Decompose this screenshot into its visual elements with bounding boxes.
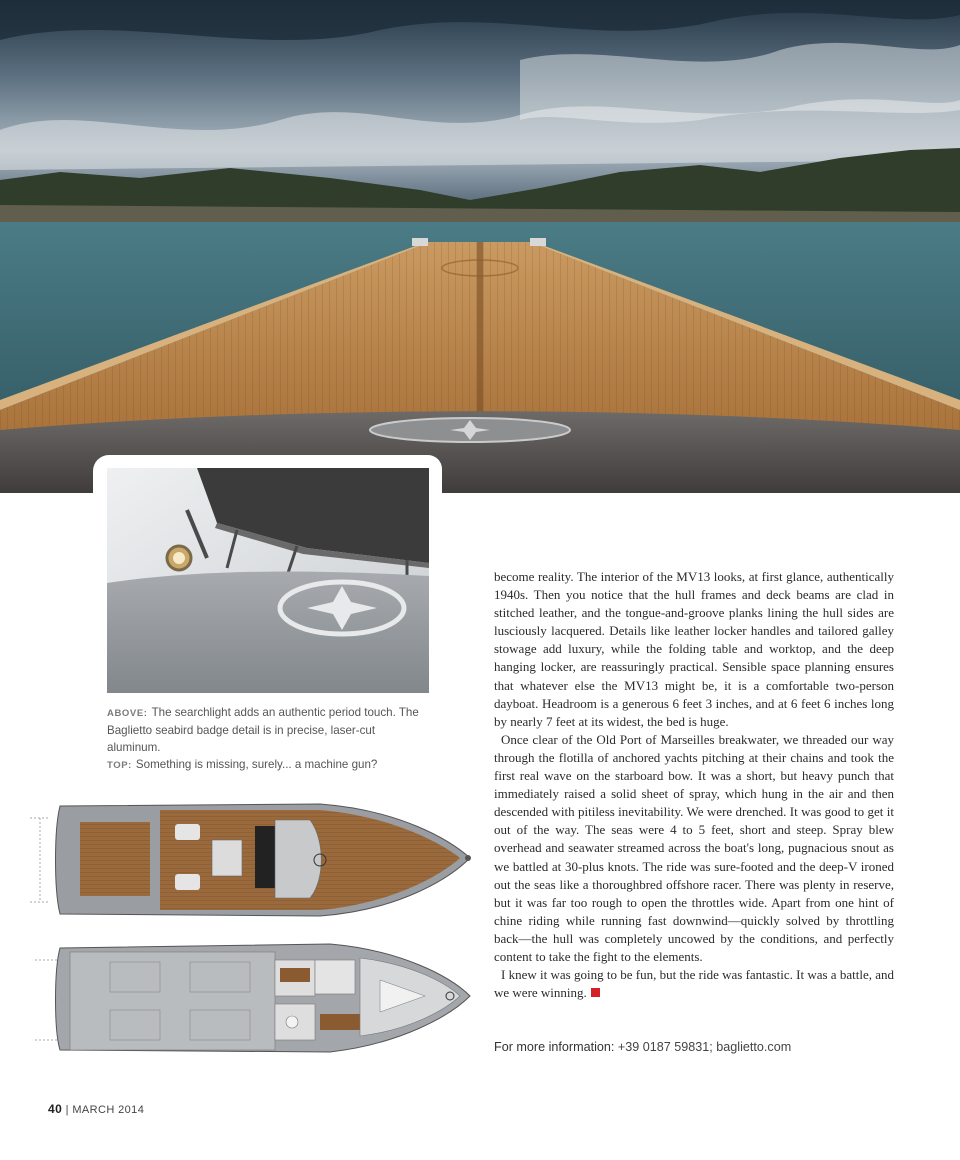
issue-date: MARCH 2014 xyxy=(72,1104,145,1116)
hero-photo xyxy=(0,0,960,493)
caption-top-label: TOP: xyxy=(107,760,132,771)
more-info-value: +39 0187 59831; baglietto.com xyxy=(617,1040,792,1054)
page-number: 40 xyxy=(48,1102,63,1116)
deck-plan-drawing xyxy=(20,800,480,920)
searchlight-photo-illustration xyxy=(107,468,429,693)
searchlight-photo xyxy=(107,468,429,693)
article-body xyxy=(494,568,894,1002)
caption-above-text: The searchlight adds an authentic period touch. The Baglietto seabird badge detail is in precise, laser-cut aluminum. xyxy=(107,706,419,754)
more-info-label: For more information: xyxy=(494,1040,615,1054)
caption-above-label: ABOVE: xyxy=(107,708,148,719)
folio-separator: | xyxy=(65,1104,69,1116)
end-mark-icon xyxy=(591,988,600,997)
article-paragraph-2: Once clear of the Old Port of Marseilles breakwater, we threaded our way through the flotilla of anchored yachts pitching at their chains and took the first real wave on the starboard bow. It was a short, but heavy punch that immediately raised a solid sheet of spray, which hung in the air and then descended with pitiless inevitability. We were drenched. It was good to get it out of the way. The seas were 4 to 5 feet, short and steep. Spray blew overhead and seawater streamed across the boat's long, pugnacious snout as we battled at 30-plus knots. The ride was sure-footed and the deep-V ironed out the seas like a thoroughbred offshore racer. There was plenty in reserve, but it was far too rough to open the throttles wide. Apart from one hint of chine riding while running fast downwind—quickly solved by throttling back—the hull was completely uncowed by the conditions, and perfectly content to take the fight to the elements. xyxy=(494,731,894,964)
more-info xyxy=(494,1040,791,1054)
page-folio xyxy=(48,1102,144,1116)
caption-top xyxy=(107,756,427,774)
hero-photo-illustration xyxy=(0,0,960,493)
article-paragraph-3 xyxy=(494,966,894,1002)
deck-plan-illustration xyxy=(20,800,480,920)
caption-above xyxy=(107,704,427,756)
interior-plan-drawing xyxy=(30,940,480,1060)
article-paragraph-1: become reality. The interior of the MV13 looks, at first glance, authentically 1940s. Then you notice that the hull frames and deck beams are clad in stitched leather, and the tongue-and-groove planks lining the hull sides are lusciously lacquered. Details like leather locker handles and tailored galley stowage add luxury, while the folding table and worktop, and the deep hanging locker, are reassuringly practical. Sensible space planning ensures that whatever else the MV13 might be, it is a comfortable two-person dayboat. Headroom is a generous 6 feet 3 inches, and at 6 feet 6 inches long by nearly 7 feet at its widest, the bed is huge. xyxy=(494,569,894,729)
caption-top-text: Something is missing, surely... a machine gun? xyxy=(135,758,378,771)
interior-plan-illustration xyxy=(30,940,480,1060)
photo-caption xyxy=(107,704,427,774)
article-paragraph-3-text: I knew it was going to be fun, but the ride was fantastic. It was a battle, and we were winning. xyxy=(494,967,894,1001)
